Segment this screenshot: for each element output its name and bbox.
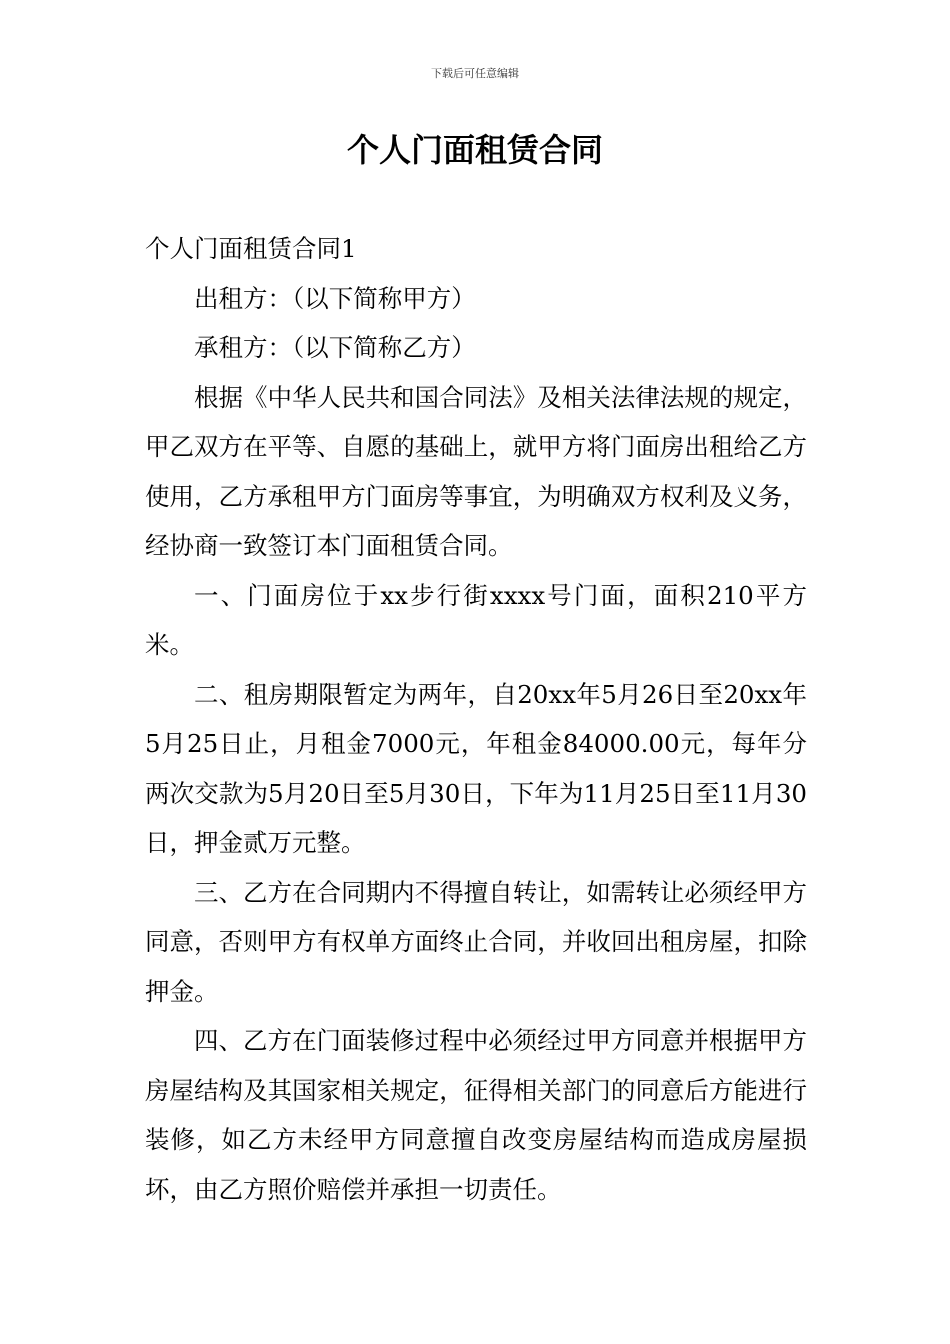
paragraph-clause-4: 四、乙方在门面装修过程中必须经过甲方同意并根据甲方房屋结构及其国家相关规定，征得相关部门的同意后方能进行装修，如乙方未经甲方同意擅自改变房屋结构而造成房屋损坏，由乙方照价赔偿并承担一切责任。 (145, 1026, 807, 1204)
document-title: 个人门面租赁合同 (346, 131, 603, 169)
paragraph-lessor: 出租方：（以下简称甲方） (194, 283, 476, 313)
document-body (145, 224, 807, 1214)
paragraph-clause-2: 二、租房期限暂定为两年，自20xx年5月26日至20xx年5月25日止，月租金7000元，年租金84000.00元，每年分两次交款为5月20日至5月30日，下年为11月25日至11月30日，押金贰万元整。 (145, 679, 807, 857)
paragraph-lessee: 承租方：（以下简称乙方） (194, 333, 476, 362)
paragraph-clause-3: 三、乙方在合同期内不得擅自转让，如需转让必须经甲方同意，否则甲方有权单方面终止合同，并收回出租房屋，扣除押金。 (145, 877, 807, 1006)
header-note: 下载后可任意编辑 (431, 67, 519, 80)
section-title: 个人门面租赁合同1 (145, 234, 357, 263)
paragraph-clause-1: 一、门面房位于xx步行街xxxx号门面，面积210平方米。 (145, 580, 807, 659)
paragraph-preamble: 根据《中华人民共和国合同法》及相关法律法规的规定，甲乙双方在平等、自愿的基础上，就甲方将门面房出租给乙方使用，乙方承租甲方门面房等事宜，为明确双方权利及义务，经协商一致签订本门面租赁合同。 (145, 382, 807, 560)
